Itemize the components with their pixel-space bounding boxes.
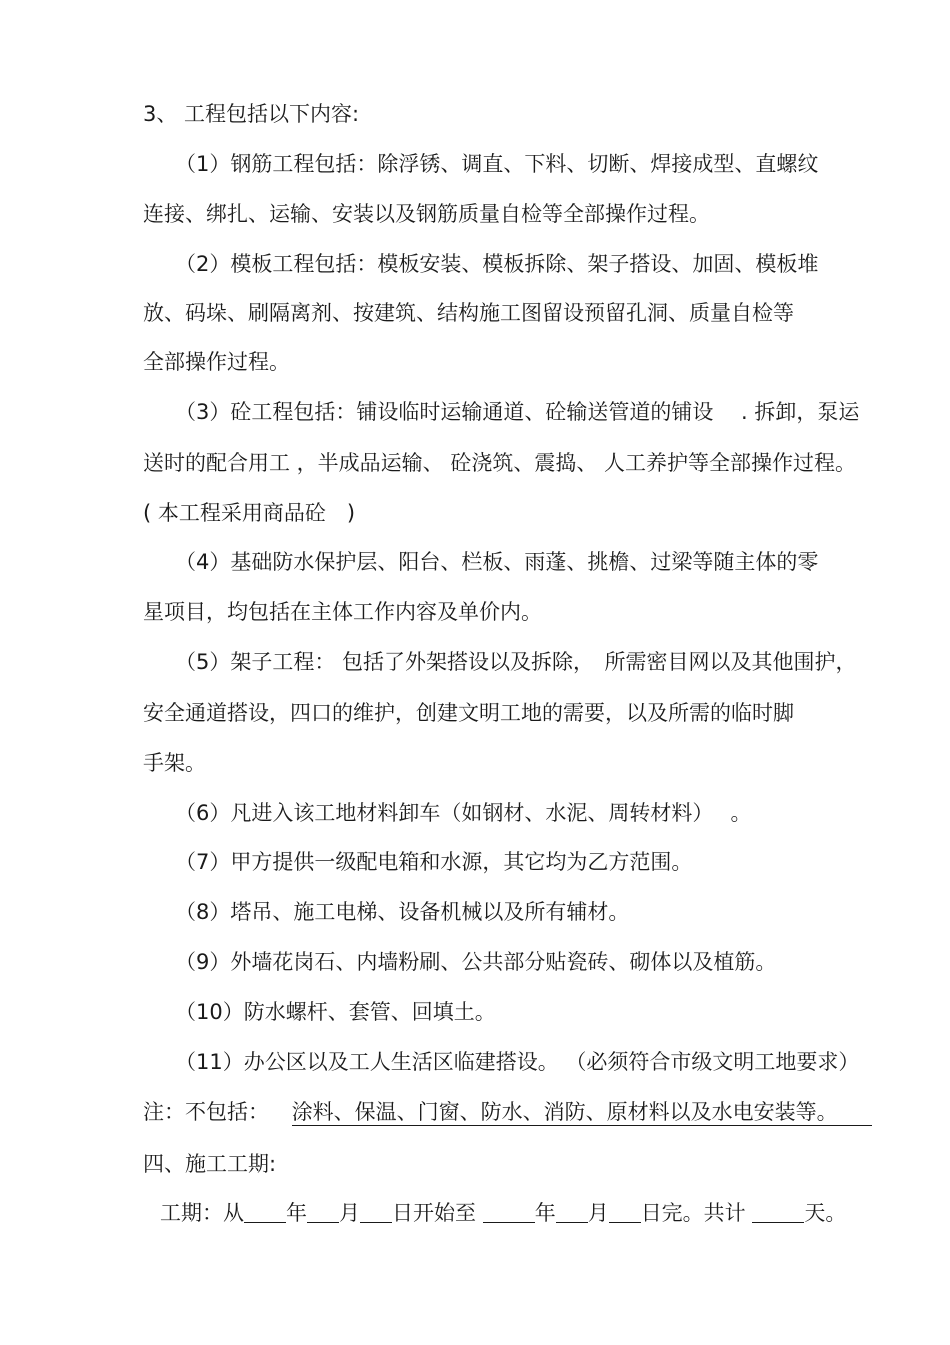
exclusion-value: 涂料、保温、门窗、防水、消防、原材料以及水电安装等。 (292, 1099, 872, 1126)
days-label: 天。 (804, 1201, 847, 1225)
paragraph-line: 连接、绑扎、运输、安装以及钢筋质量自检等全部操作过程。 (143, 202, 710, 226)
paragraph-line: （5）架子工程： 包括了外架搭设以及拆除， 所需密目网以及其他围护， (175, 650, 857, 674)
section-heading: 3、 工程包括以下内容: (143, 102, 360, 126)
paragraph-line: 送时的配合用工 ，半成品运输、 砼浇筑、震捣、 人工养护等全部操作过程。 (143, 451, 857, 475)
paragraph-line: （3）砼工程包括：铺设临时运输通道、砼输送管道的铺设 . 拆卸，泵运 (175, 400, 860, 424)
paragraph-line: （11）办公区以及工人生活区临建搭设。 （必须符合市级文明工地要求） (175, 1050, 860, 1074)
start-day-blank[interactable] (360, 1202, 392, 1223)
section-heading: 四、施工工期: (143, 1152, 277, 1176)
month-label: 月 (587, 1201, 609, 1225)
paragraph-line: （1）钢筋工程包括：除浮锈、调直、下料、切断、焊接成型、直螺纹 (175, 152, 819, 176)
paragraph-line: （4）基础防水保护层、阳台、栏板、雨蓬、挑檐、过梁等随主体的零 (175, 550, 819, 574)
start-year-blank[interactable] (244, 1202, 286, 1223)
paragraph-line: （9）外墙花岗石、内墙粉刷、公共部分贴瓷砖、砌体以及植筋。 (175, 950, 777, 974)
schedule-line (160, 1199, 846, 1227)
paragraph-line: 全部操作过程。 (143, 350, 290, 374)
month-label: 月 (339, 1201, 360, 1225)
paragraph-line: （7）甲方提供一级配电箱和水源，其它均为乙方范围。 (175, 850, 693, 874)
paragraph-line: （6）凡进入该工地材料卸车（如钢材、水泥、周转材料） 。 (175, 801, 752, 825)
end-day-label: 日完。共计 (640, 1201, 746, 1225)
paragraph-line: （8）塔吊、施工电梯、设备机械以及所有辅材。 (175, 900, 630, 924)
paragraph-line: ( 本工程采用商品砼 ) (143, 501, 356, 525)
paragraph-line: 放、码垛、刷隔离剂、按建筑、结构施工图留设预留孔洞、质量自检等 (143, 301, 794, 325)
end-year-blank[interactable] (483, 1202, 535, 1223)
end-day-blank[interactable] (609, 1202, 641, 1223)
exclusion-note (143, 1098, 872, 1126)
start-month-blank[interactable] (307, 1202, 339, 1223)
paragraph-line: 星项目，均包括在主体工作内容及单价内。 (143, 600, 542, 624)
paragraph-line: 手架。 (143, 751, 206, 775)
paragraph-line: （10）防水螺杆、套管、回填土。 (175, 1000, 496, 1024)
year-label: 年 (286, 1201, 307, 1225)
start-day-label: 日开始至 (392, 1201, 476, 1225)
paragraph-line: （2）模板工程包括：模板安装、模板拆除、架子搭设、加固、模板堆 (175, 252, 819, 276)
schedule-prefix: 工期：从 (160, 1201, 244, 1225)
end-month-blank[interactable] (556, 1202, 588, 1223)
year-label: 年 (534, 1201, 556, 1225)
total-days-blank[interactable] (752, 1202, 804, 1223)
paragraph-line: 安全通道搭设，四口的维护，创建文明工地的需要，以及所需的临时脚 (143, 701, 794, 725)
exclusion-label: 注：不包括： (143, 1100, 269, 1124)
